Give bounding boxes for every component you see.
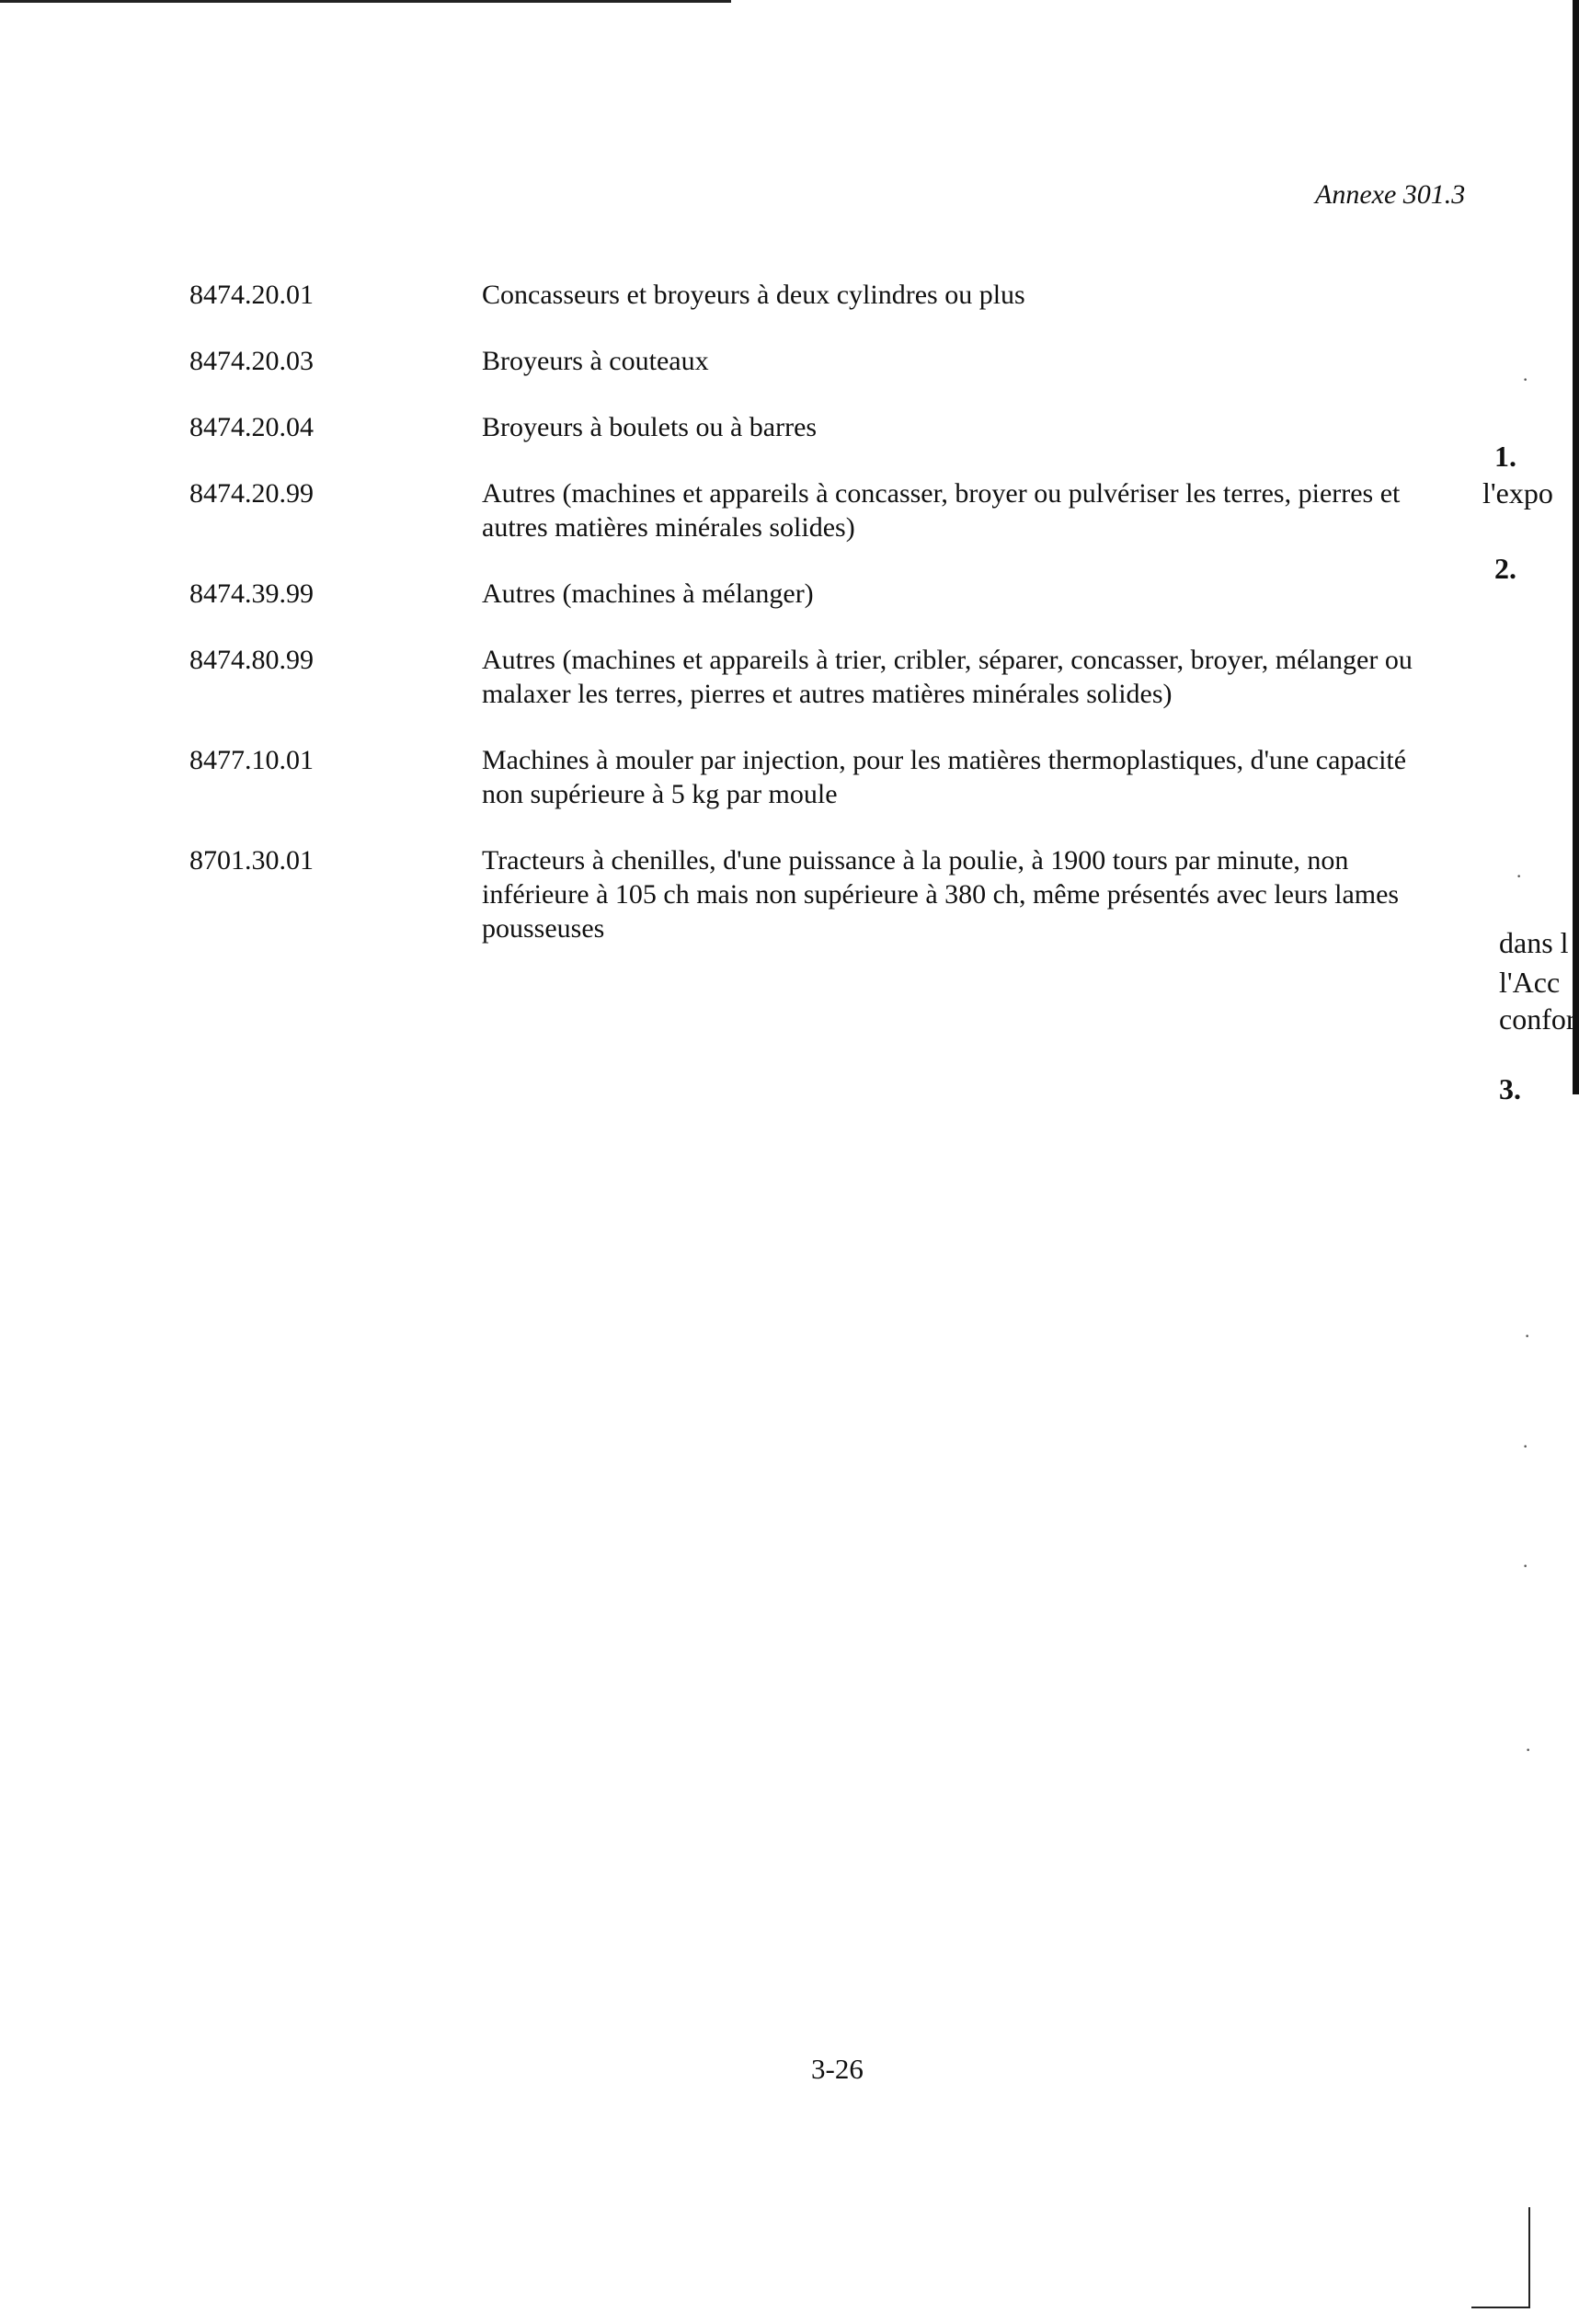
bleed-paragraph-number: 2. [1494,552,1516,585]
tariff-code: 8474.80.99 [189,645,314,675]
scan-speck: · [1524,1324,1531,1347]
bleed-text: dans l [1499,926,1569,959]
table-row [189,643,1477,711]
description-line: Autres (machines et appareils à trier, cribler, séparer, concasser, broyer, mélanger ou [482,645,1413,675]
crop-mark-vertical [1528,2207,1530,2308]
description-line: Tracteurs à chenilles, d'une puissance à la poulie, à 1900 tours par minute, non [482,845,1349,876]
description-line: malaxer les terres, pierres et autres matières minérales solides) [482,679,1173,709]
scan-edge-shadow [1573,0,1579,1094]
description-line: Concasseurs et broyeurs à deux cylindres ou plus [482,280,1025,310]
bleed-text: confor [1499,1002,1576,1036]
tariff-description [482,476,1470,544]
scan-speck: · [1525,1738,1532,1761]
tariff-code: 8474.20.04 [189,412,314,442]
scan-speck: · [1522,1554,1529,1577]
table-row [189,577,1477,611]
tariff-code: 8474.20.99 [189,478,314,509]
description-line: inférieure à 105 ch mais non supérieure à 380 ch, même présentés avec leurs lames [482,879,1400,910]
scan-speck: · [1522,1435,1529,1458]
tariff-code: 8474.20.03 [189,346,314,376]
description-line: Broyeurs à boulets ou à barres [482,412,818,442]
bleed-paragraph-number: 1. [1494,440,1516,473]
top-rule [0,0,731,3]
description-line: autres matières minérales solides) [482,512,855,543]
table-row [189,344,1477,378]
running-header: Annexe 301.3 [1315,179,1466,210]
bleed-text: l'expo [1482,476,1553,509]
page-number: 3-26 [811,2053,864,2085]
tariff-description [482,344,1470,378]
bleed-paragraph-number: 3. [1499,1072,1521,1105]
tariff-code: 8701.30.01 [189,845,314,876]
bleed-text: l'Acc [1499,966,1561,999]
description-line: Broyeurs à couteaux [482,346,709,376]
table-row [189,476,1477,544]
tariff-description [482,643,1470,711]
table-row [189,743,1477,811]
scan-speck: · [1522,368,1529,391]
tariff-description [482,410,1470,444]
description-line: non supérieure à 5 kg par moule [482,779,838,809]
scan-speck: · [1516,864,1523,887]
description-line: pousseuses [482,913,605,944]
description-line: Autres (machines à mélanger) [482,578,814,609]
tariff-code: 8474.39.99 [189,578,314,609]
tariff-code: 8477.10.01 [189,745,314,775]
description-line: Machines à mouler par injection, pour les matières thermoplastiques, d'une capacité [482,745,1407,775]
crop-mark-horizontal [1471,2307,1530,2308]
tariff-description [482,843,1470,945]
description-line: Autres (machines et appareils à concasser, broyer ou pulvériser les terres, pierres et [482,478,1401,509]
tariff-description [482,577,1470,611]
tariff-code: 8474.20.01 [189,280,314,310]
tariff-description [482,278,1470,312]
table-row [189,410,1477,444]
tariff-description [482,743,1470,811]
table-row [189,278,1477,312]
tariff-table [189,278,1477,978]
table-row [189,843,1477,945]
